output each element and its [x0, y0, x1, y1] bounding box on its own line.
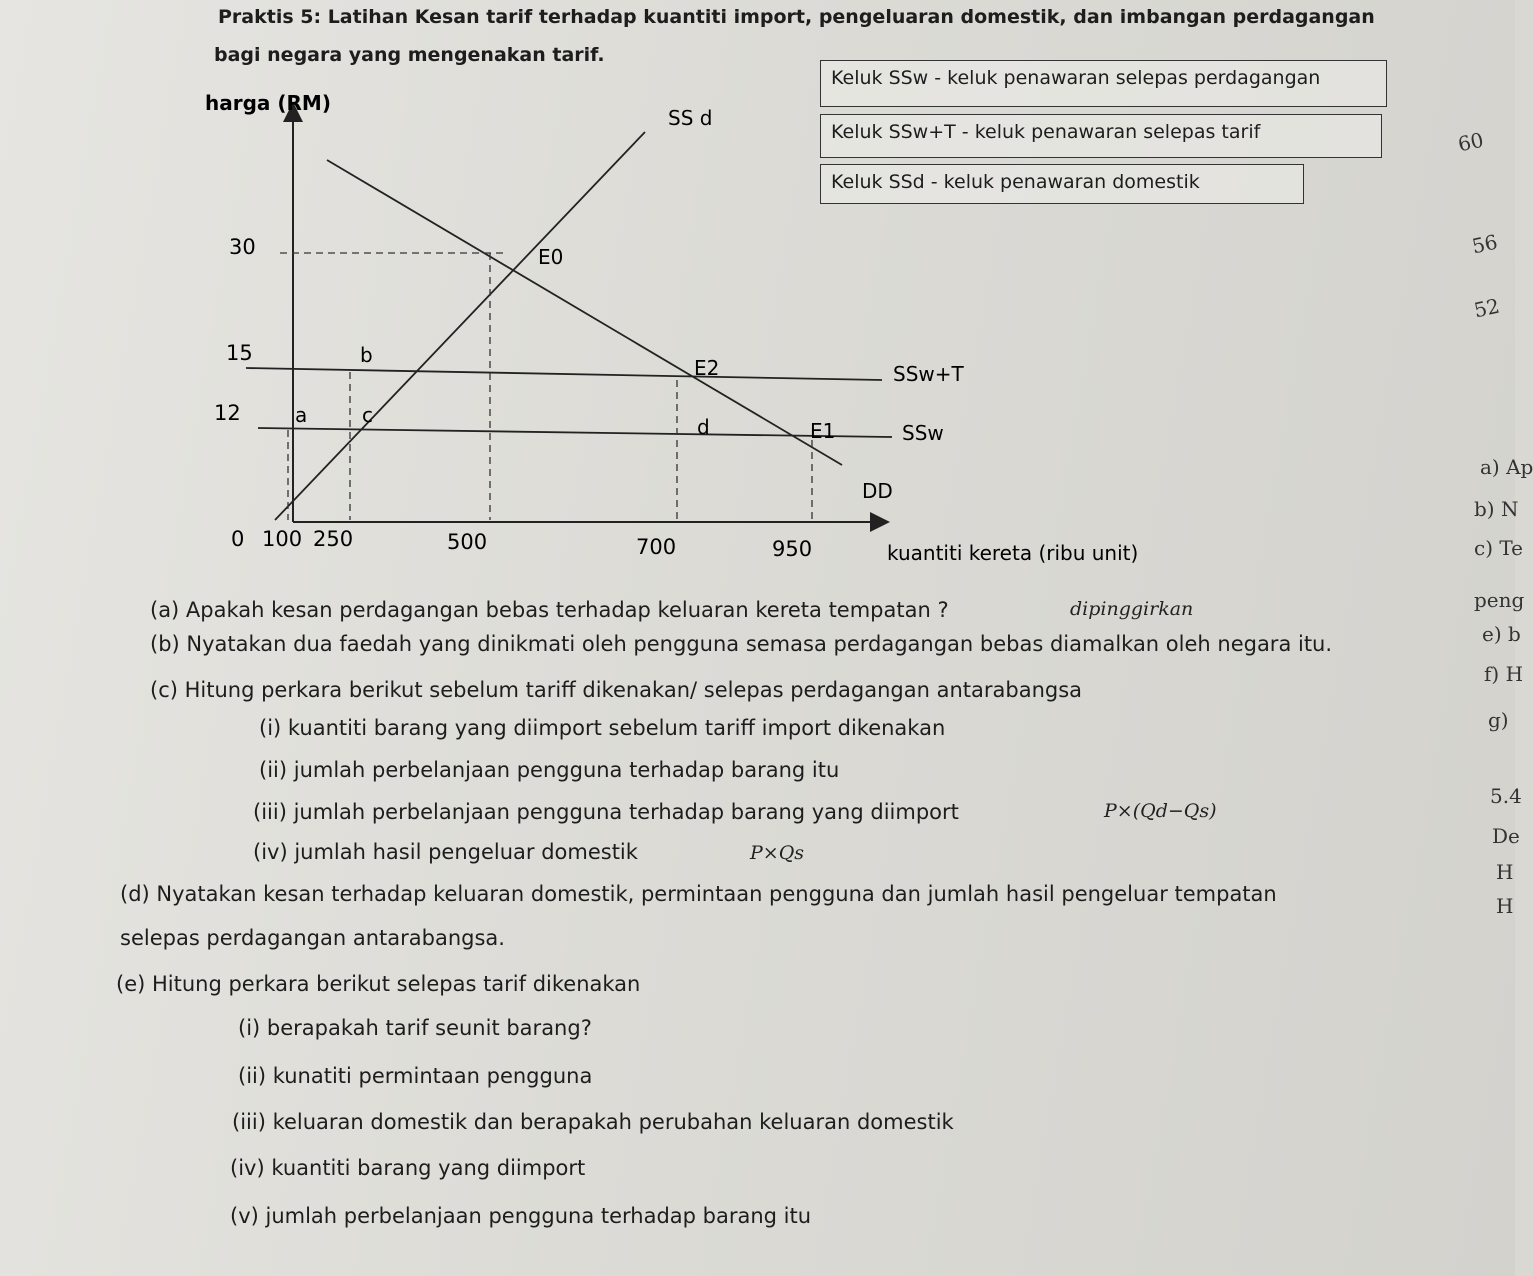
ssd-label: SS d — [668, 106, 713, 130]
ssd-curve — [275, 132, 645, 520]
side-text-g: g) — [1488, 708, 1509, 732]
y-tick-12: 12 — [214, 401, 241, 425]
question-c-iii: (iii) jumlah perbelanjaan pengguna terhadap barang yang diimport — [253, 800, 959, 824]
side-text-f: f) H — [1484, 662, 1524, 686]
x-tick-250: 250 — [313, 527, 354, 551]
question-b: (b) Nyatakan dua faedah yang dinikmati oleh pengguna semasa perdagangan bebas diamalkan oleh negara itu. — [150, 632, 1333, 656]
question-e-iv: (iv) kuantiti barang yang diimport — [230, 1156, 586, 1180]
question-e-i: (i) berapakah tarif seunit barang? — [238, 1016, 592, 1040]
side-text-c: c) Te — [1474, 536, 1523, 560]
side-text-peng: peng — [1474, 588, 1525, 612]
x-axis-label: kuantiti kereta (ribu unit) — [887, 541, 1139, 565]
question-c-iv: (iv) jumlah hasil pengeluar domestik — [253, 840, 638, 864]
question-c-ii: (ii) jumlah perbelanjaan pengguna terhadap barang itu — [259, 758, 840, 782]
side-number-56: 56 — [1469, 229, 1500, 259]
side-text-de: De — [1492, 824, 1520, 848]
x-tick-700: 700 — [636, 535, 677, 559]
question-a: (a) Apakah kesan perdagangan bebas terhadap keluaran kereta tempatan ? — [150, 598, 949, 622]
exercise-title-line2: bagi negara yang mengenakan tarif. — [214, 44, 605, 66]
question-e-iii: (iii) keluaran domestik dan berapakah perubahan keluaran domestik — [232, 1110, 954, 1134]
side-number-60: 60 — [1455, 127, 1486, 157]
handwriting-a: dipinggirkan — [1070, 598, 1194, 620]
x-tick-950: 950 — [772, 537, 813, 561]
legend-ssw-text: Keluk SSw - keluk penawaran selepas perdagangan — [831, 67, 1321, 89]
y-axis-label: harga (RM) — [205, 91, 331, 115]
y-tick-30: 30 — [229, 235, 256, 259]
question-d-line2: selepas perdagangan antarabangsa. — [120, 926, 505, 950]
dd-curve — [327, 160, 842, 465]
point-e1-label: E1 — [810, 419, 836, 443]
side-number-52: 52 — [1471, 293, 1502, 323]
tariff-chart — [0, 0, 1515, 600]
ssw-curve — [258, 428, 892, 437]
side-text-h1: H — [1496, 860, 1514, 884]
side-text-a: a) Ap — [1480, 455, 1533, 479]
side-text-h2: H — [1496, 894, 1514, 918]
ssw-label: SSw — [902, 421, 944, 445]
point-e0-label: E0 — [538, 245, 564, 269]
x-tick-100: 100 — [262, 527, 303, 551]
legend-ssd-text: Keluk SSd - keluk penawaran domestik — [831, 171, 1200, 193]
exercise-title-line1: Praktis 5: Latihan Kesan tarif terhadap kuantiti import, pengeluaran domestik, dan imbangan perdagangan — [218, 6, 1375, 28]
question-e: (e) Hitung perkara berikut selepas tarif dikenakan — [116, 972, 641, 996]
legend-sswt-text: Keluk SSw+T - keluk penawaran selepas tarif — [831, 121, 1261, 143]
side-text-5-4: 5.4 — [1490, 784, 1522, 808]
side-text-e: e) b — [1482, 622, 1521, 646]
x-tick-500: 500 — [447, 530, 488, 554]
area-b-label: b — [360, 343, 373, 367]
handwriting-c-iii: P×(Qd−Qs) — [1104, 800, 1217, 822]
question-e-ii: (ii) kunatiti permintaan pengguna — [238, 1064, 593, 1088]
sswt-label: SSw+T — [893, 362, 964, 386]
area-c-label: c — [362, 403, 373, 427]
area-a-label: a — [295, 403, 308, 427]
area-d-label: d — [697, 415, 710, 439]
handwriting-c-iv: P×Qs — [750, 842, 805, 864]
point-e2-label: E2 — [694, 356, 720, 380]
sswt-curve — [246, 368, 882, 380]
dd-label: DD — [862, 479, 893, 503]
side-text-b: b) N — [1474, 497, 1519, 521]
x-tick-0: 0 — [231, 527, 245, 551]
question-e-v: (v) jumlah perbelanjaan pengguna terhadap barang itu — [230, 1204, 812, 1228]
question-c-i: (i) kuantiti barang yang diimport sebelum tariff import dikenakan — [259, 716, 946, 740]
question-c: (c) Hitung perkara berikut sebelum tariff dikenakan/ selepas perdagangan antarabangsa — [150, 678, 1083, 702]
y-tick-15: 15 — [226, 341, 253, 365]
question-d-line1: (d) Nyatakan kesan terhadap keluaran domestik, permintaan pengguna dan jumlah hasil pengeluar tempatan — [120, 882, 1277, 906]
